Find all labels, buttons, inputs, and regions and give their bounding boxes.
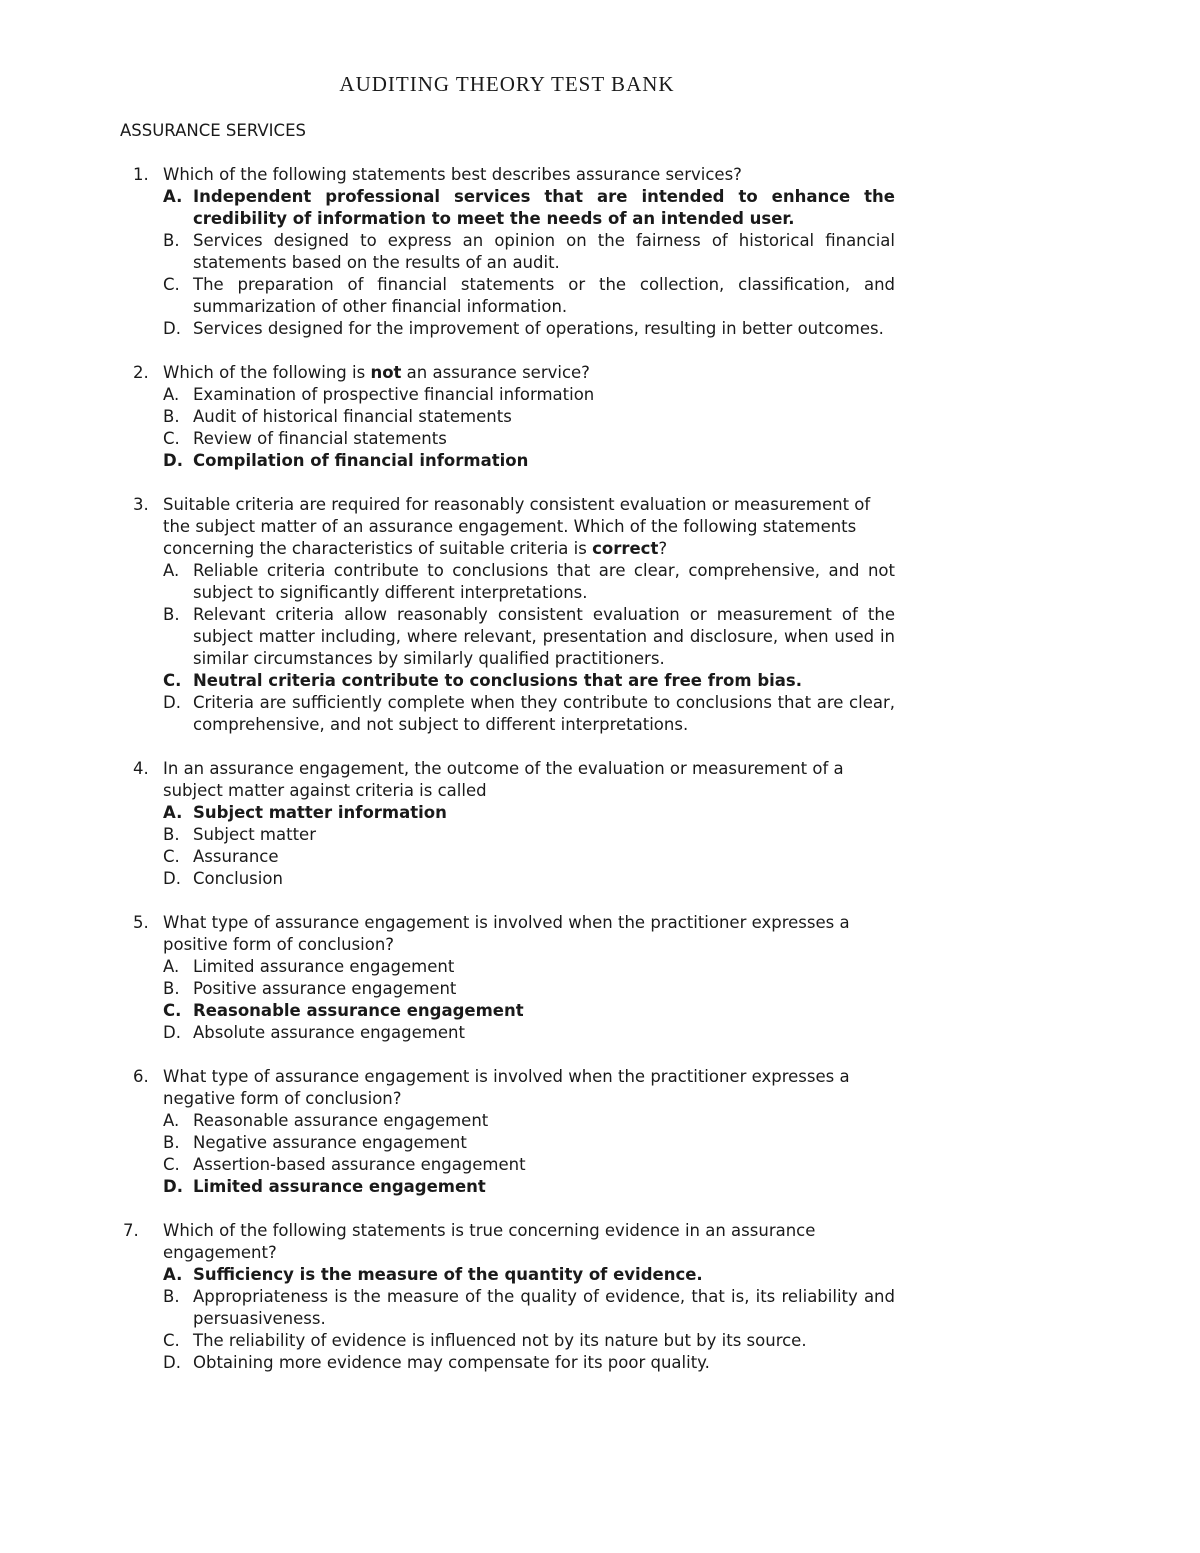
answer-option xyxy=(0,1022,895,1044)
option-text: Assertion-based assurance engagement xyxy=(193,1155,526,1174)
option-text: Reasonable assurance engagement xyxy=(193,1001,524,1020)
question-4 xyxy=(0,758,1200,890)
answer-option xyxy=(0,1154,895,1176)
option-letter: D. xyxy=(163,1023,181,1042)
option-letter: A. xyxy=(163,957,180,976)
answer-option xyxy=(0,230,895,274)
answer-option xyxy=(0,692,895,736)
question-3 xyxy=(0,494,1200,736)
option-letter: D. xyxy=(163,451,183,470)
answer-option xyxy=(0,824,895,846)
option-letter: B. xyxy=(163,605,180,624)
option-text: Appropriateness is the measure of the quality of evidence, that is, its reliability and persuasiveness. xyxy=(193,1287,895,1328)
option-text: Subject matter information xyxy=(193,803,447,822)
option-text: The reliability of evidence is influenced not by its nature but by its source. xyxy=(193,1331,807,1350)
stem-text: an assurance service? xyxy=(401,363,590,382)
option-text: Limited assurance engagement xyxy=(193,957,455,976)
option-text: Compilation of financial information xyxy=(193,451,529,470)
option-letter: D. xyxy=(163,319,181,338)
option-text: Assurance xyxy=(193,847,279,866)
option-letter: D. xyxy=(163,1353,181,1372)
question-list xyxy=(0,164,1200,1396)
option-text: Limited assurance engagement xyxy=(193,1177,486,1196)
stem-text: Which of the following statements best describes assurance services? xyxy=(163,165,742,184)
answer-option xyxy=(0,1000,895,1022)
page-title: AUDITING THEORY TEST BANK xyxy=(339,72,675,96)
option-letter: B. xyxy=(163,825,180,844)
option-letter: D. xyxy=(163,1177,183,1196)
answer-option xyxy=(0,604,895,670)
question-5 xyxy=(0,912,1200,1044)
question-stem xyxy=(0,494,895,560)
question-stem xyxy=(0,362,895,384)
option-letter: A. xyxy=(163,803,183,822)
question-number: 1. xyxy=(133,165,149,184)
answer-option xyxy=(0,406,895,428)
option-text: Positive assurance engagement xyxy=(193,979,457,998)
option-text: Absolute assurance engagement xyxy=(193,1023,465,1042)
stem-text: What type of assurance engagement is involved when the practitioner expresses a negative form of conclusion? xyxy=(163,1067,850,1108)
answer-option xyxy=(0,1330,895,1352)
option-letter: A. xyxy=(163,561,180,580)
question-stem xyxy=(0,758,895,802)
option-letter: C. xyxy=(163,1331,180,1350)
question-number: 4. xyxy=(133,759,149,778)
option-text: Review of financial statements xyxy=(193,429,447,448)
option-text: Audit of historical financial statements xyxy=(193,407,512,426)
option-text: Independent professional services that are intended to enhance the credibility of information to meet the needs of an intended user. xyxy=(193,187,895,228)
answer-option xyxy=(0,560,895,604)
question-2 xyxy=(0,362,1200,472)
option-letter: C. xyxy=(163,847,180,866)
answer-option xyxy=(0,956,895,978)
answer-option xyxy=(0,1132,895,1154)
answer-option xyxy=(0,384,895,406)
answer-option xyxy=(0,846,895,868)
stem-text: Which of the following is xyxy=(163,363,371,382)
option-letter: D. xyxy=(163,693,181,712)
option-letter: B. xyxy=(163,1287,180,1306)
option-text: Criteria are sufficiently complete when they contribute to conclusions that are clear, comprehensive, and not subject to different interpretations. xyxy=(193,693,895,734)
answer-option xyxy=(0,428,895,450)
option-text: Services designed for the improvement of operations, resulting in better outcomes. xyxy=(193,319,884,338)
option-text: Negative assurance engagement xyxy=(193,1133,467,1152)
option-text: Relevant criteria allow reasonably consistent evaluation or measurement of the subject matter including, where relevant, presentation and disclosure, when used in similar circumstances by similarly qualified practitioners. xyxy=(193,605,895,668)
answer-option xyxy=(0,274,895,318)
answer-option xyxy=(0,1352,895,1374)
option-letter: A. xyxy=(163,187,183,206)
question-number: 6. xyxy=(133,1067,149,1086)
answer-option xyxy=(0,978,895,1000)
option-text: Neutral criteria contribute to conclusions that are free from bias. xyxy=(193,671,803,690)
answer-option xyxy=(0,186,895,230)
question-number: 2. xyxy=(133,363,149,382)
option-letter: B. xyxy=(163,231,180,250)
option-letter: C. xyxy=(163,429,180,448)
option-letter: A. xyxy=(163,1265,183,1284)
option-letter: C. xyxy=(163,671,182,690)
option-text: Obtaining more evidence may compensate for its poor quality. xyxy=(193,1353,710,1372)
option-text: Reliable criteria contribute to conclusions that are clear, comprehensive, and not subject to significantly different interpretations. xyxy=(193,561,895,602)
question-7 xyxy=(0,1220,1200,1374)
answer-option xyxy=(0,1264,895,1286)
answer-option xyxy=(0,868,895,890)
question-6 xyxy=(0,1066,1200,1198)
option-text: The preparation of financial statements or the collection, classification, and summarization of other financial information. xyxy=(193,275,895,316)
answer-option xyxy=(0,1286,895,1330)
question-stem xyxy=(0,1220,895,1264)
stem-text: What type of assurance engagement is involved when the practitioner expresses a positive form of conclusion? xyxy=(163,913,850,954)
option-letter: A. xyxy=(163,1111,180,1130)
option-letter: C. xyxy=(163,275,180,294)
stem-text: ? xyxy=(658,539,668,558)
option-letter: B. xyxy=(163,979,180,998)
option-text: Services designed to express an opinion on the fairness of historical financial statements based on the results of an audit. xyxy=(193,231,895,272)
option-text: Sufficiency is the measure of the quantity of evidence. xyxy=(193,1265,703,1284)
answer-option xyxy=(0,802,895,824)
stem-text: In an assurance engagement, the outcome of the evaluation or measurement of a subject matter against criteria is called xyxy=(163,759,844,800)
stem-emphasis: not xyxy=(370,363,402,382)
answer-option xyxy=(0,450,895,472)
section-heading: ASSURANCE SERVICES xyxy=(120,121,306,140)
option-text: Reasonable assurance engagement xyxy=(193,1111,489,1130)
question-stem xyxy=(0,1066,895,1110)
question-1 xyxy=(0,164,1200,340)
stem-text: Suitable criteria are required for reasonably consistent evaluation or measurement of the subject matter of an assurance engagement. Which of the following statements concerning the characteristics of suitable criteria is xyxy=(163,495,871,558)
option-letter: A. xyxy=(163,385,180,404)
answer-option xyxy=(0,670,895,692)
stem-text: Which of the following statements is true concerning evidence in an assurance engagement? xyxy=(163,1221,816,1262)
option-letter: B. xyxy=(163,1133,180,1152)
option-letter: C. xyxy=(163,1001,182,1020)
question-stem xyxy=(0,164,895,186)
question-number: 7. xyxy=(123,1221,139,1240)
option-text: Subject matter xyxy=(193,825,316,844)
answer-option xyxy=(0,318,895,340)
option-letter: D. xyxy=(163,869,181,888)
question-number: 5. xyxy=(133,913,149,932)
option-text: Examination of prospective financial information xyxy=(193,385,595,404)
answer-option xyxy=(0,1110,895,1132)
option-text: Conclusion xyxy=(193,869,283,888)
option-letter: C. xyxy=(163,1155,180,1174)
question-number: 3. xyxy=(133,495,149,514)
option-letter: B. xyxy=(163,407,180,426)
answer-option xyxy=(0,1176,895,1198)
stem-emphasis: correct xyxy=(592,539,659,558)
question-stem xyxy=(0,912,895,956)
